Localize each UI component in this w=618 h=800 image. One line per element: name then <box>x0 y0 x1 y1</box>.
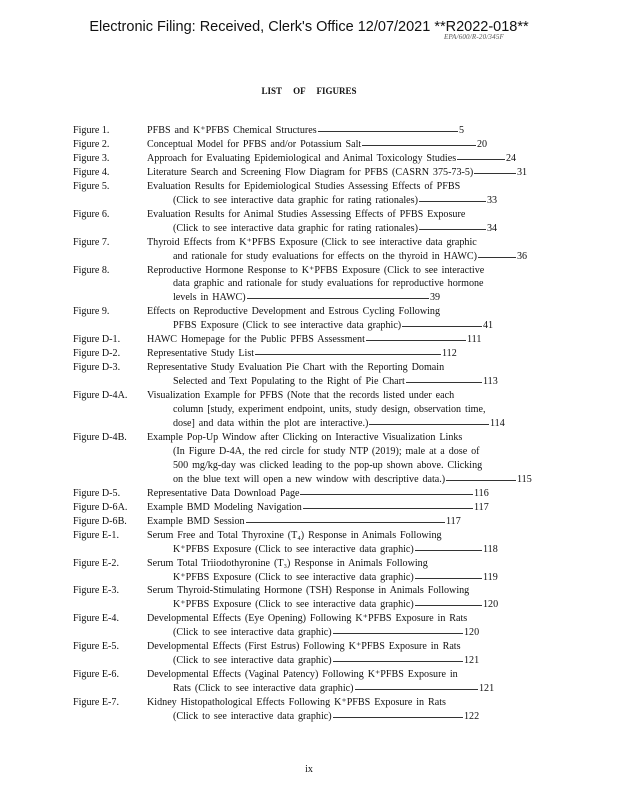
figure-number: Figure 9. <box>73 306 110 318</box>
dot-leader <box>255 354 441 355</box>
figure-number: Figure D-2. <box>73 348 121 360</box>
figure-title-line: Example BMD Modeling Navigation <box>147 501 302 513</box>
figure-title-line: Selected and Text Populating to the Right of Pie Chart <box>173 376 405 388</box>
figure-entry[interactable] <box>73 487 533 501</box>
dot-leader <box>355 689 479 690</box>
dot-leader <box>415 578 482 579</box>
figure-title-line: Representative Data Download Page <box>147 487 300 499</box>
dot-leader <box>478 257 516 258</box>
figure-number: Figure D-3. <box>73 362 121 374</box>
figure-entry[interactable] <box>73 612 533 640</box>
figure-title-line: dose] and data within the plot are interactive.) <box>173 418 369 430</box>
figure-page-number[interactable]: 120 <box>464 627 480 639</box>
figure-entry[interactable] <box>73 515 533 529</box>
figure-entry[interactable] <box>73 668 533 696</box>
figure-title-line: (Click to see interactive data graphic) <box>173 711 332 723</box>
figure-page-number[interactable]: 31 <box>517 166 528 178</box>
figure-title-line: Serum Free and Total Thyroxine (T₄) Response in Animals Following <box>147 529 442 541</box>
figure-number: Figure D-1. <box>73 334 121 346</box>
figure-title-line: Reproductive Hormone Response to K⁺PFBS Exposure (Click to see interactive <box>147 264 485 276</box>
figure-title-line: Developmental Effects (Vaginal Patency) Following K⁺PFBS Exposure in <box>147 669 458 681</box>
figure-title-line: Example BMD Session <box>147 515 245 527</box>
figure-number: Figure 6. <box>73 208 110 220</box>
dot-leader <box>446 480 516 481</box>
figure-entry[interactable] <box>73 208 533 236</box>
list-of-figures <box>73 124 533 724</box>
figure-number: Figure 4. <box>73 166 110 178</box>
figure-entry[interactable] <box>73 431 533 487</box>
figure-page-number[interactable]: 118 <box>483 543 498 555</box>
figure-entry[interactable] <box>73 501 533 515</box>
figure-page-number[interactable]: 111 <box>467 334 482 346</box>
dot-leader <box>366 340 466 341</box>
figure-title-line: on the blue text will open a new window with descriptive data.) <box>173 473 446 485</box>
figure-page-number[interactable]: 121 <box>479 683 495 695</box>
figure-page-number[interactable]: 112 <box>442 348 457 360</box>
figure-number: Figure E-3. <box>73 585 119 597</box>
figure-title-line: Representative Study List <box>147 348 255 360</box>
figure-page-number[interactable]: 5 <box>459 125 465 136</box>
figure-number: Figure 3. <box>73 152 110 164</box>
figure-title-line: PFBS and K⁺PFBS Chemical Structures <box>147 125 317 136</box>
figure-entry[interactable] <box>73 557 533 585</box>
figure-title-line: and rationale for study evaluations for effects on the thyroid in HAWC) <box>173 250 477 262</box>
figure-title-line: K⁺PFBS Exposure (Click to see interactive data graphic) <box>173 599 414 611</box>
filing-stamp: Electronic Filing: Received, Clerk's Office 12/07/2021 **R2022-018** <box>89 19 529 35</box>
figure-entry[interactable] <box>73 640 533 668</box>
dot-leader <box>333 633 463 634</box>
dot-leader <box>246 522 445 523</box>
figure-number: Figure E-6. <box>73 669 119 681</box>
figure-page-number[interactable]: 120 <box>483 599 499 611</box>
figure-entry[interactable] <box>73 152 533 166</box>
figure-title-line: Serum Total Triiodothyronine (T₃) Response in Animals Following <box>147 557 428 569</box>
figure-page-number[interactable]: 117 <box>474 501 489 513</box>
figure-title-line: Rats (Click to see interactive data graphic) <box>173 683 354 695</box>
figure-entry[interactable] <box>73 347 533 361</box>
figure-number: Figure D-4B. <box>73 431 127 443</box>
figure-title-line: Conceptual Model for PFBS and/or Potassium Salt <box>147 138 362 150</box>
figure-title-line: levels in HAWC) <box>173 292 246 304</box>
dot-leader <box>402 326 482 327</box>
figure-number: Figure D-6B. <box>73 515 127 527</box>
figure-title-line: data graphic and rationale for study evaluations for reproductive hormone <box>173 278 484 290</box>
figure-number: Figure 7. <box>73 236 110 248</box>
figure-entry[interactable] <box>73 333 533 347</box>
dot-leader <box>474 173 516 174</box>
dot-leader <box>362 145 476 146</box>
figure-number: Figure 8. <box>73 264 110 276</box>
dot-leader <box>318 131 458 132</box>
figure-page-number[interactable]: 20 <box>477 138 488 150</box>
figure-page-number[interactable]: 113 <box>483 376 498 388</box>
figure-page-number[interactable]: 119 <box>483 571 498 583</box>
figure-entry[interactable] <box>73 584 533 612</box>
dot-leader <box>415 605 482 606</box>
figure-page-number[interactable]: 116 <box>474 487 489 499</box>
figure-title-line: K⁺PFBS Exposure (Click to see interactive data graphic) <box>173 543 414 555</box>
figure-title-line: Evaluation Results for Epidemiological Studies Assessing Effects of PFBS <box>147 180 461 192</box>
figure-number: Figure E-4. <box>73 613 119 625</box>
page-title: LIST OF FIGURES <box>261 86 357 96</box>
figure-number: Figure E-1. <box>73 529 119 541</box>
dot-leader <box>415 550 482 551</box>
figure-number: Figure D-5. <box>73 487 121 499</box>
figure-number: Figure 1. <box>73 125 110 136</box>
figure-title-line: Serum Thyroid-Stimulating Hormone (TSH) Response in Animals Following <box>147 585 470 597</box>
page-number: ix <box>305 764 313 775</box>
figure-title-line: Approach for Evaluating Epidemiological and Animal Toxicology Studies <box>147 152 457 164</box>
figure-title-line: (Click to see interactive data graphic) <box>173 655 332 667</box>
figure-entry[interactable] <box>73 529 533 557</box>
figure-entry[interactable] <box>73 166 533 180</box>
figure-title-line: (In Figure D-4A, the red circle for study NTP (2019); male at a dose of <box>173 445 480 457</box>
dot-leader <box>300 494 473 495</box>
dot-leader <box>369 424 489 425</box>
figure-entry[interactable] <box>73 124 533 138</box>
figure-entry[interactable] <box>73 696 533 724</box>
figure-number: Figure E-7. <box>73 697 119 709</box>
figure-number: Figure 5. <box>73 180 110 192</box>
document-id: EPA/600/R-20/345F <box>443 33 504 41</box>
figure-page-number[interactable]: 122 <box>464 711 480 723</box>
figure-entry[interactable] <box>73 361 533 389</box>
figure-page-number[interactable]: 115 <box>517 473 532 485</box>
figure-page-number[interactable]: 34 <box>487 222 498 234</box>
dot-leader <box>247 298 429 299</box>
figure-page-number[interactable]: 114 <box>490 418 505 430</box>
figure-title-line: (Click to see interactive data graphic for rating rationales) <box>173 194 418 206</box>
figure-title-line: HAWC Homepage for the Public PFBS Assessment <box>147 334 365 346</box>
figure-title-line: (Click to see interactive data graphic for rating rationales) <box>173 222 418 234</box>
dot-leader <box>406 382 482 383</box>
figure-title-line: Representative Study Evaluation Pie Chart with the Reporting Domain <box>147 362 445 374</box>
figure-entry[interactable] <box>73 236 533 264</box>
figure-title-line: Kidney Histopathological Effects Following K⁺PFBS Exposure in Rats <box>147 697 446 709</box>
dot-leader <box>419 229 486 230</box>
figure-entry[interactable] <box>73 180 533 208</box>
figure-entry[interactable] <box>73 389 533 431</box>
figure-title-line: 500 mg/kg-day was clicked leading to the pop-up shown above. Clicking <box>173 459 483 471</box>
figure-entry[interactable] <box>73 138 533 152</box>
figure-title-line: column [study, experiment endpoint, units, study design, observation time, <box>173 404 486 416</box>
figure-title-line: Thyroid Effects from K⁺PFBS Exposure (Click to see interactive data graphic <box>147 236 477 248</box>
figure-title-line: Developmental Effects (First Estrus) Following K⁺PFBS Exposure in Rats <box>147 641 461 653</box>
figure-title-line: (Click to see interactive data graphic) <box>173 627 332 639</box>
figure-title-line: Visualization Example for PFBS (Note that the records listed under each <box>147 390 455 402</box>
figure-title-line: Developmental Effects (Eye Opening) Following K⁺PFBS Exposure in Rats <box>147 613 468 625</box>
figure-page-number[interactable]: 41 <box>483 320 494 332</box>
figure-number: Figure 2. <box>73 138 110 150</box>
dot-leader <box>333 717 463 718</box>
figure-page-number[interactable]: 121 <box>464 655 480 667</box>
dot-leader <box>333 661 463 662</box>
figure-page-number[interactable]: 117 <box>446 515 461 527</box>
dot-leader <box>419 201 486 202</box>
figure-number: Figure E-2. <box>73 557 119 569</box>
figure-number: Figure D-4A. <box>73 390 128 402</box>
figure-title-line: Effects on Reproductive Development and Estrous Cycling Following <box>147 306 441 318</box>
dot-leader <box>303 508 473 509</box>
figure-title-line: Literature Search and Screening Flow Diagram for PFBS (CASRN 375-73-5) <box>147 166 474 178</box>
figure-number: Figure E-5. <box>73 641 119 653</box>
dot-leader <box>457 159 505 160</box>
figure-page-number[interactable]: 24 <box>506 152 517 164</box>
figure-entry[interactable] <box>73 305 533 333</box>
figure-number: Figure D-6A. <box>73 501 128 513</box>
figure-title-line: PFBS Exposure (Click to see interactive data graphic) <box>173 320 402 332</box>
figure-title-line: Evaluation Results for Animal Studies Assessing Effects of PFBS Exposure <box>147 208 466 220</box>
figure-entry[interactable] <box>73 264 533 306</box>
figure-page-number[interactable]: 39 <box>430 292 441 304</box>
figure-title-line: K⁺PFBS Exposure (Click to see interactive data graphic) <box>173 571 414 583</box>
figure-title-line: Example Pop-Up Window after Clicking on Interactive Visualization Links <box>147 431 463 443</box>
figure-page-number[interactable]: 36 <box>517 250 528 262</box>
figure-page-number[interactable]: 33 <box>487 194 498 206</box>
